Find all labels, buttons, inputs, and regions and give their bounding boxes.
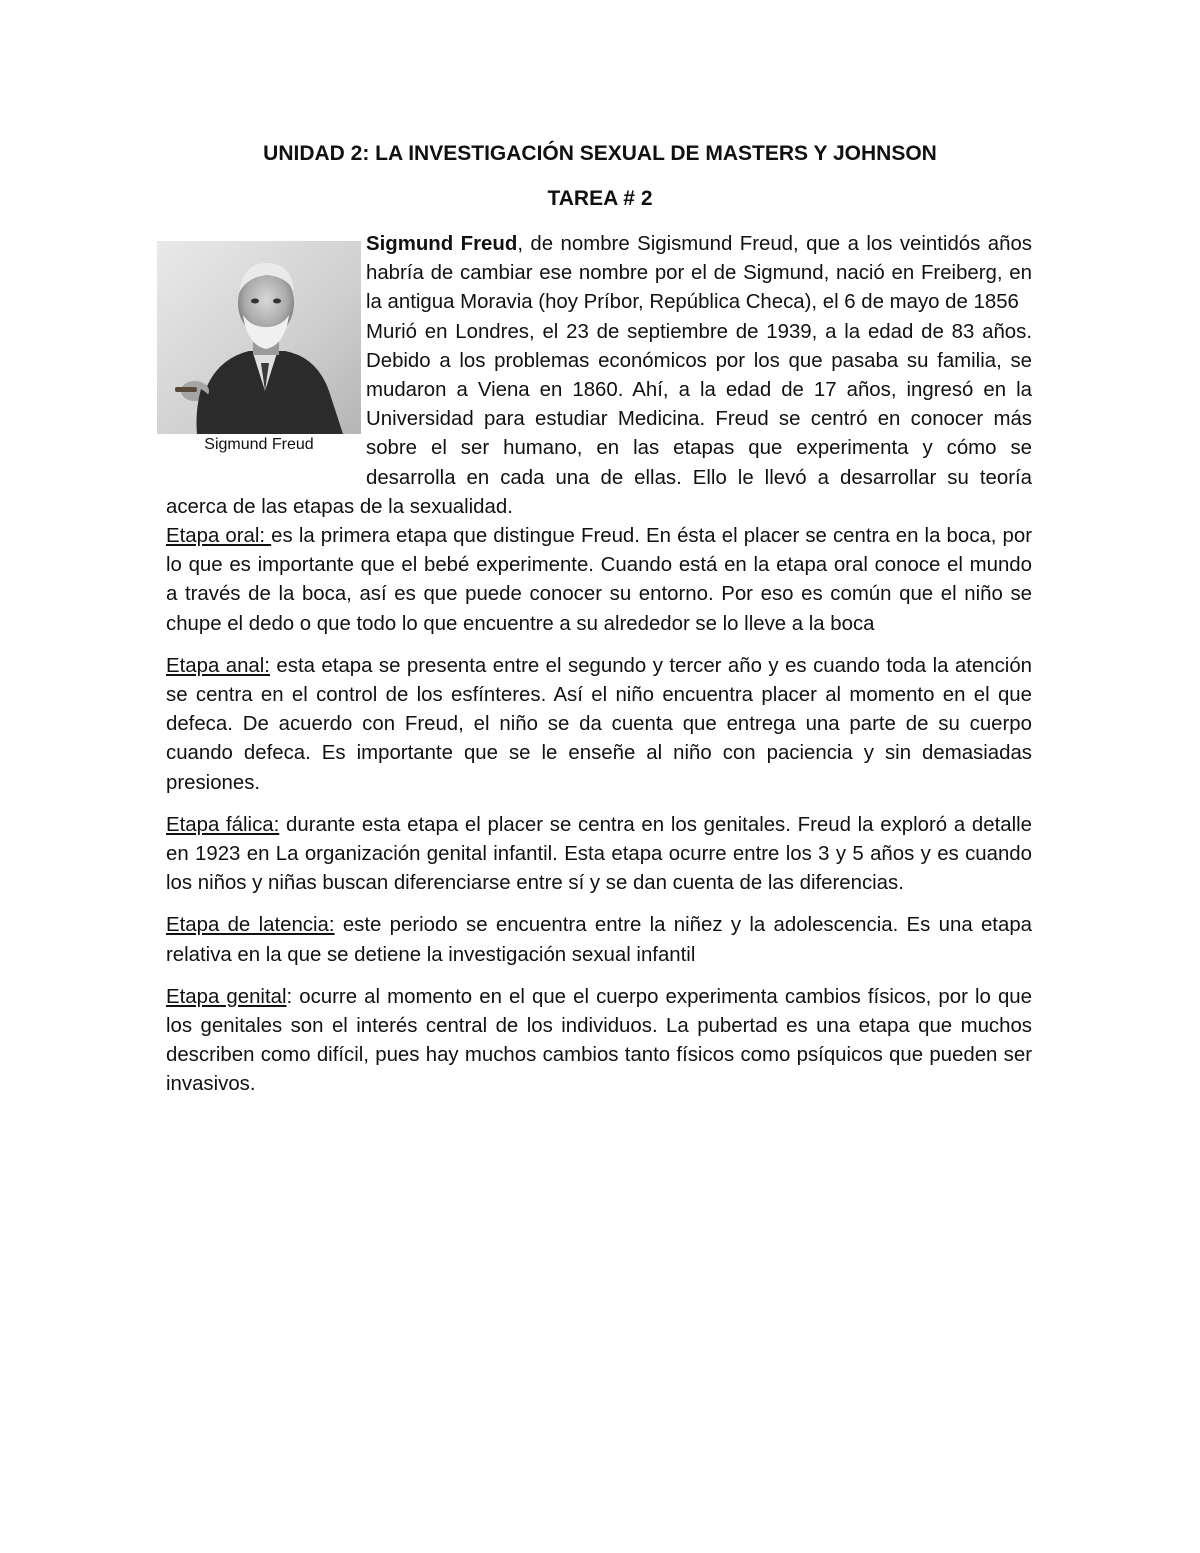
stage-text: esta etapa se presenta entre el segundo y tercer año y es cuando toda la atención se centra en el control de los esfínteres. Así el niño encuentra placer al momento en el que defeca. De acuerdo con Freud, el niño se da cuenta que entrega una parte de su cuerpo cuando defeca. Es importante que se le enseñe al niño con paciencia y sin demasiadas presiones. [166, 654, 1033, 794]
stage-label: Etapa genital [166, 985, 287, 1008]
document-title: UNIDAD 2: LA INVESTIGACIÓN SEXUAL DE MASTERS Y JOHNSON [263, 142, 937, 165]
stage-paragraph-latencia [166, 911, 1032, 969]
intro-text-1: , de nombre Sigismund Freud, que a los veintidós años habría de cambiar ese nombre por el de Sigmund, nació en Freiberg, en la antigua Moravia (hoy Príbor, República Checa), el 6 de mayo de 1856 [366, 233, 1032, 314]
stage-paragraph-anal [166, 652, 1032, 798]
stage-text: este periodo se encuentra entre la niñez y la adolescencia. Es una etapa relativa en la que se detiene la investigación sexual infantil [166, 914, 1032, 966]
stage-label: Etapa fálica: [166, 813, 280, 836]
stage-paragraph-oral [166, 522, 1032, 639]
photo-caption: Sigmund Freud [204, 436, 314, 453]
intro-name: Sigmund Freud [366, 233, 518, 255]
stage-label: Etapa oral: [166, 525, 272, 548]
stage-paragraph-genital [166, 983, 1032, 1100]
stage-text: es la primera etapa que distingue Freud. En ésta el placer se centra en la boca, por lo que es importante que el bebé experimente. Cuando está en la etapa oral conoce el mundo a través de la boca, así es que puede conocer su entorno. Por eso es común que el niño se chupe el dedo o que todo lo que encuentre a su alrededor se lo lleve a la boca [166, 525, 1032, 635]
intro-text-2: Murió en Londres, el 23 de septiembre de 1939, a la edad de 83 años. Debido a los problemas económicos por los que pasaba su familia, se mudaron a Viena en 1860. Ahí, a la edad de 17 años, ingresó en la Universidad para estudiar Medicina. Freud se centró en conocer más sobre el ser humano, en las etapas que experimenta y cómo se desarrolla en cada una de ellas. Ello le llevó a desarrollar su teoría acerca de las etapas de la sexualidad. [166, 320, 1032, 518]
document-body [166, 230, 1032, 1100]
stage-label: Etapa de latencia: [166, 914, 335, 937]
stage-paragraph-falica [166, 811, 1032, 899]
stage-text: durante esta etapa el placer se centra en los genitales. Freud la exploró a detalle en 1923 en La organización genital infantil. Esta etapa ocurre entre los 3 y 5 años y es cuando los niños y niñas buscan diferenciarse entre sí y se dan cuenta de las diferencias. [166, 813, 1032, 895]
stage-label: Etapa anal: [166, 654, 270, 677]
photo-spacer [166, 230, 366, 466]
document-subtitle: TAREA # 2 [547, 187, 653, 210]
stage-text: : ocurre al momento en el que el cuerpo experimenta cambios físicos, por lo que los genitales son el interés central de los individuos. La pubertad es una etapa que muchos describen como difícil, pues hay muchos cambios tanto físicos como psíquicos que pueden ser invasivos. [166, 985, 1032, 1096]
